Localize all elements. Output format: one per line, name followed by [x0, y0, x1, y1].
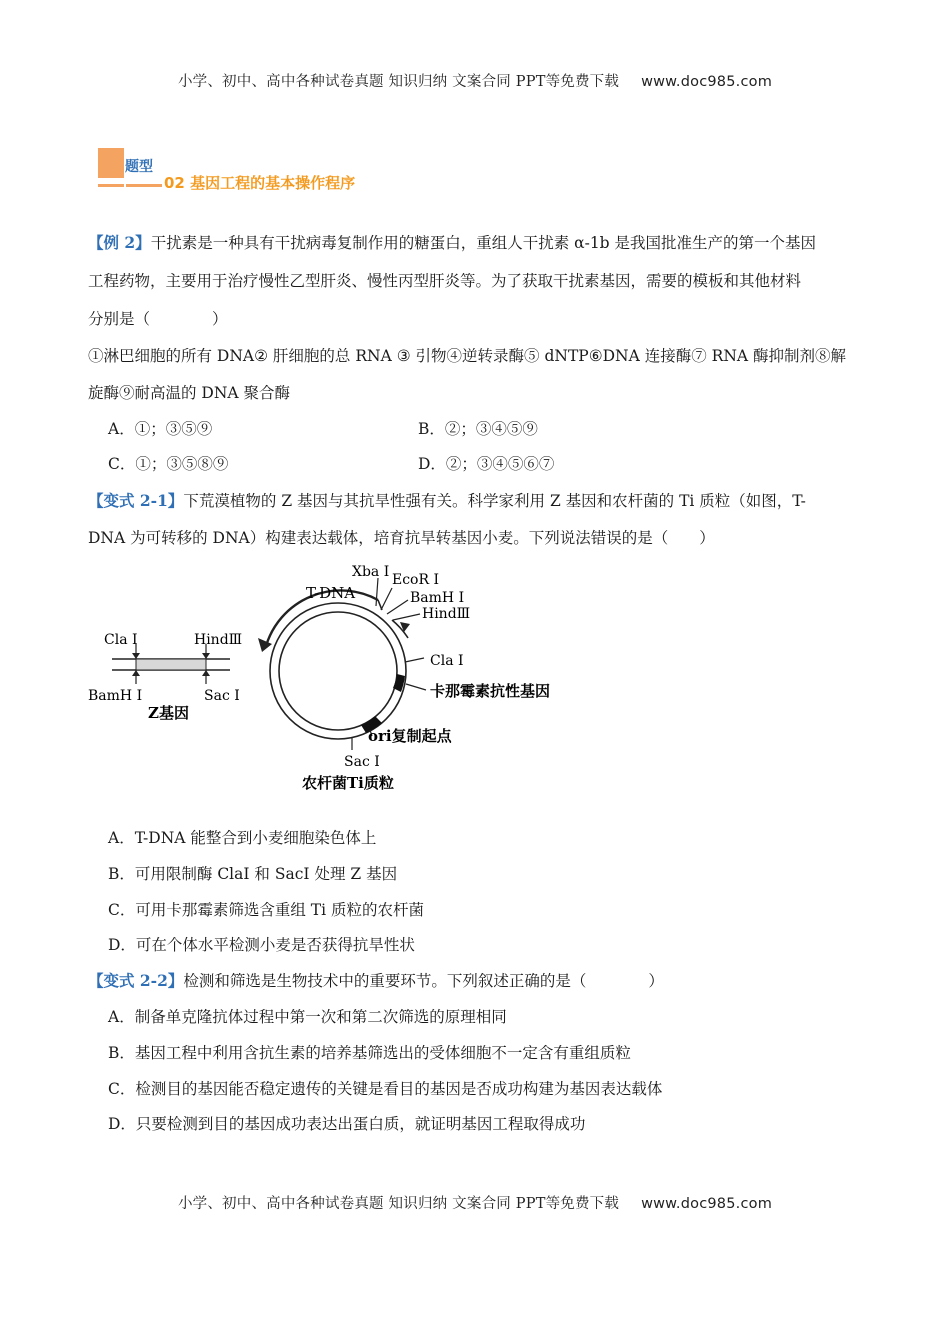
- variant21-tag: 【变式 2-1】: [88, 491, 184, 510]
- variant22-option-b[interactable]: B．基因工程中利用含抗生素的培养基筛选出的受体细胞不一定含有重组质粒: [108, 1044, 631, 1062]
- plasmid-figure: [0, 558, 950, 808]
- section-heading: [98, 148, 418, 192]
- example2-line-4: ①淋巴细胞的所有 DNA② 肝细胞的总 RNA ③ 引物④逆转录酶⑤ dNTP⑥DNA 连接酶⑦ RNA 酶抑制剂⑧解: [88, 347, 847, 365]
- variant21-option-b[interactable]: B．可用限制酶 ClaI 和 SacI 处理 Z 基因: [108, 865, 398, 883]
- example2-line-2: 工程药物，主要用于治疗慢性乙型肝炎、慢性丙型肝炎等。为了获取干扰素基因，需要的模板和其他材料: [88, 272, 802, 290]
- z-gene-sac-label: Sac Ⅰ: [204, 688, 240, 704]
- footer-text: 小学、初中、高中各种试卷真题 知识归纳 文案合同 PPT等免费下载: [177, 1196, 620, 1212]
- example2-line-5: 旋酶⑨耐高温的 DNA 聚合酶: [88, 384, 291, 402]
- ecor-label: EcoR Ⅰ: [392, 572, 440, 588]
- example2-line-3: 分别是（ ）: [88, 310, 228, 328]
- page-header: [0, 70, 950, 91]
- variant22-line-1: [88, 970, 664, 992]
- hind-label: HindⅢ: [422, 606, 471, 622]
- example2-option-c[interactable]: C．①；③⑤⑧⑨: [108, 455, 229, 473]
- variant22-option-a[interactable]: A．制备单克隆抗体过程中第一次和第二次筛选的原理相同: [108, 1008, 507, 1026]
- header-text: 小学、初中、高中各种试卷真题 知识归纳 文案合同 PPT等免费下载: [177, 74, 620, 90]
- section-underline: [98, 184, 124, 187]
- example2-tag: 【例 2】: [88, 233, 151, 252]
- bamh-label: BamH Ⅰ: [410, 590, 465, 606]
- kan-label: 卡那霉素抗性基因: [430, 682, 551, 700]
- variant21-option-c[interactable]: C．可用卡那霉素筛选含重组 Ti 质粒的农杆菌: [108, 901, 425, 919]
- z-gene-hind-label: HindⅢ: [194, 632, 243, 648]
- z-gene-bamh-label: BamH Ⅰ: [88, 688, 143, 704]
- example2-line-1: [88, 232, 816, 254]
- footer-site-link[interactable]: www.doc985.com: [641, 1196, 773, 1212]
- section-underline: [126, 184, 162, 187]
- plasmid-caption: 农杆菌Ti质粒: [302, 774, 394, 792]
- section-badge: [98, 148, 124, 178]
- cla-label: Cla Ⅰ: [430, 653, 464, 669]
- ti-plasmid-diagram: [258, 564, 550, 792]
- example2-stem: 干扰素是一种具有干扰病毒复制作用的糖蛋白，重组人干扰素 α-1b 是我国批准生产的第一个基因: [150, 234, 817, 252]
- variant21-option-d[interactable]: D．可在个体水平检测小麦是否获得抗旱性状: [108, 936, 415, 954]
- variant22-option-d[interactable]: D．只要检测到目的基因成功表达出蛋白质，就证明基因工程取得成功: [108, 1115, 586, 1133]
- sac-label: Sac Ⅰ: [344, 754, 380, 770]
- example2-option-b[interactable]: B．②；③④⑤⑨: [418, 420, 538, 438]
- example2-option-d[interactable]: D．②；③④⑤⑥⑦: [418, 455, 555, 473]
- variant21-line-1: [88, 490, 806, 512]
- example2-option-a[interactable]: A．①；③⑤⑨: [108, 420, 213, 438]
- variant21-stem: 下荒漠植物的 Z 基因与其抗旱性强有关。科学家利用 Z 基因和农杆菌的 Ti 质粒（如图，T-: [183, 492, 806, 510]
- variant21-line-2: DNA 为可转移的 DNA）构建表达载体，培育抗旱转基因小麦。下列说法错误的是（ ）: [88, 529, 715, 547]
- variant22-option-c[interactable]: C．检测目的基因能否稳定遗传的关键是看目的基因是否成功构建为基因表达载体: [108, 1080, 663, 1098]
- xba-label: Xba Ⅰ: [352, 564, 390, 580]
- z-gene-cla-label: Cla Ⅰ: [104, 632, 138, 648]
- z-gene-name: Z基因: [148, 704, 189, 722]
- tdna-label: T-DNA: [306, 584, 356, 602]
- section-title: 02 基因工程的基本操作程序: [164, 174, 356, 192]
- z-gene-diagram: [88, 632, 242, 722]
- variant21-option-a[interactable]: A．T-DNA 能整合到小麦细胞染色体上: [108, 829, 377, 847]
- ori-label: ori复制起点: [368, 727, 452, 745]
- header-site-link[interactable]: www.doc985.com: [641, 74, 773, 90]
- variant22-tag: 【变式 2-2】: [88, 971, 184, 990]
- page-footer: [0, 1192, 950, 1213]
- variant22-stem: 检测和筛选是生物技术中的重要环节。下列叙述正确的是（ ）: [183, 972, 664, 990]
- section-label: 题型: [125, 159, 153, 175]
